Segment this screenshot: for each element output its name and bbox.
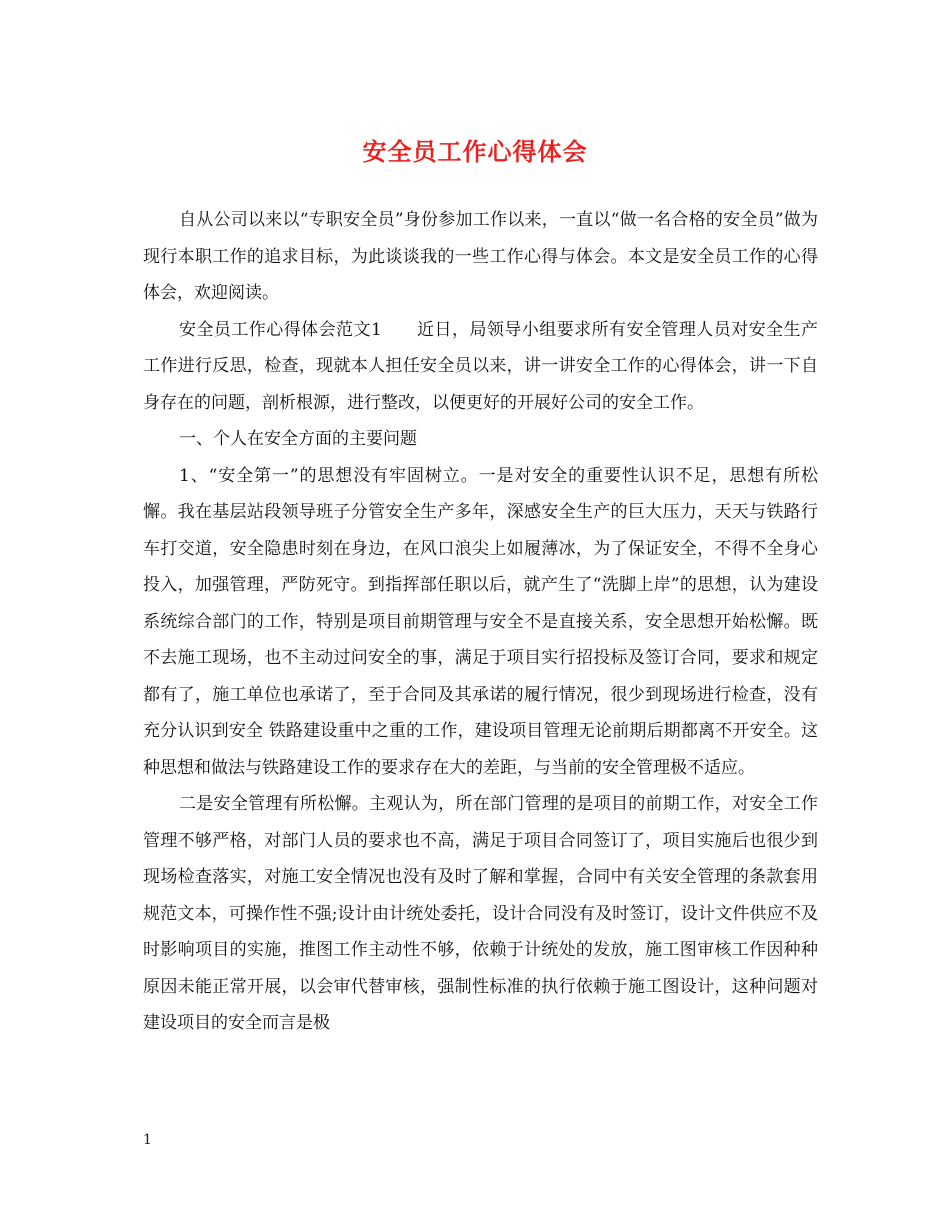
- page-number: 1: [143, 1132, 152, 1148]
- paragraph-intro: 自从公司以来以“专职安全员”身份参加工作以来，一直以“做一名合格的安全员”做为现行本职工作的追求目标，为此谈谈我的一些工作心得与体会。本文是安全员工作的心得体会，欢迎阅读。: [143, 210, 818, 303]
- document-body: [143, 202, 818, 1042]
- paragraph-safety-first: 1、“安全第一”的思想没有牢固树立。一是对安全的重要性认识不足，思想有所松懈。我在基层站段领导班子分管安全生产多年，深感安全生产的巨大压力，天天与铁路行车打交道，安全隐患时刻在身边，在风口浪尖上如履薄冰，为了保证安全，不得不全身心投入，加强管理，严防死守。到指挥部任职以后，就产生了“洗脚上岸”的思想，认为建设系统综合部门的工作，特别是项目前期管理与安全不是直接关系，安全思想开始松懈。既不去施工现场，也不主动过问安全的事，满足于项目实行招投标及签订合同，要求和规定都有了，施工单位也承诺了，至于合同及其承诺的履行情况，很少到现场进行检查，没有充分认识到安全 铁路建设重中之重的工作，建设项目管理无论前期后期都离不开安全。这种思想和做法与铁路建设工作的要求存在大的差距，与当前的安全管理极不适应。: [143, 465, 818, 778]
- section-heading-personal-problems: 一、个人在安全方面的主要问题: [179, 429, 417, 449]
- paragraph-management-lax: 二是安全管理有所松懈。主观认为，所在部门管理的是项目的前期工作，对安全工作管理不够严格，对部门人员的要求也不高，满足于项目合同签订了，项目实施后也很少到现场检查落实，对施工安全情况也没有及时了解和掌握，合同中有关安全管理的条款套用规范文本，可操作性不强;设计由计统处委托，设计合同没有及时签订，设计文件供应不及时影响项目的实施，推图工作主动性不够，依赖于计统处的发放，施工图审核工作因种种原因未能正常开展，以会审代替审核，强制性标准的执行依赖于施工图设计，这种问题对建设项目的安全而言是极: [143, 794, 818, 1033]
- paragraph-sample-1: 安全员工作心得体会范文1 近日，局领导小组要求所有安全管理人员对安全生产工作进行反思，检查，现就本人担任安全员以来，讲一讲安全工作的心得体会，讲一下自身存在的问题，剖析根源，进行整改，以便更好的开展好公司的安全工作。: [143, 319, 818, 413]
- document-title: 安全员工作心得体会: [362, 137, 588, 166]
